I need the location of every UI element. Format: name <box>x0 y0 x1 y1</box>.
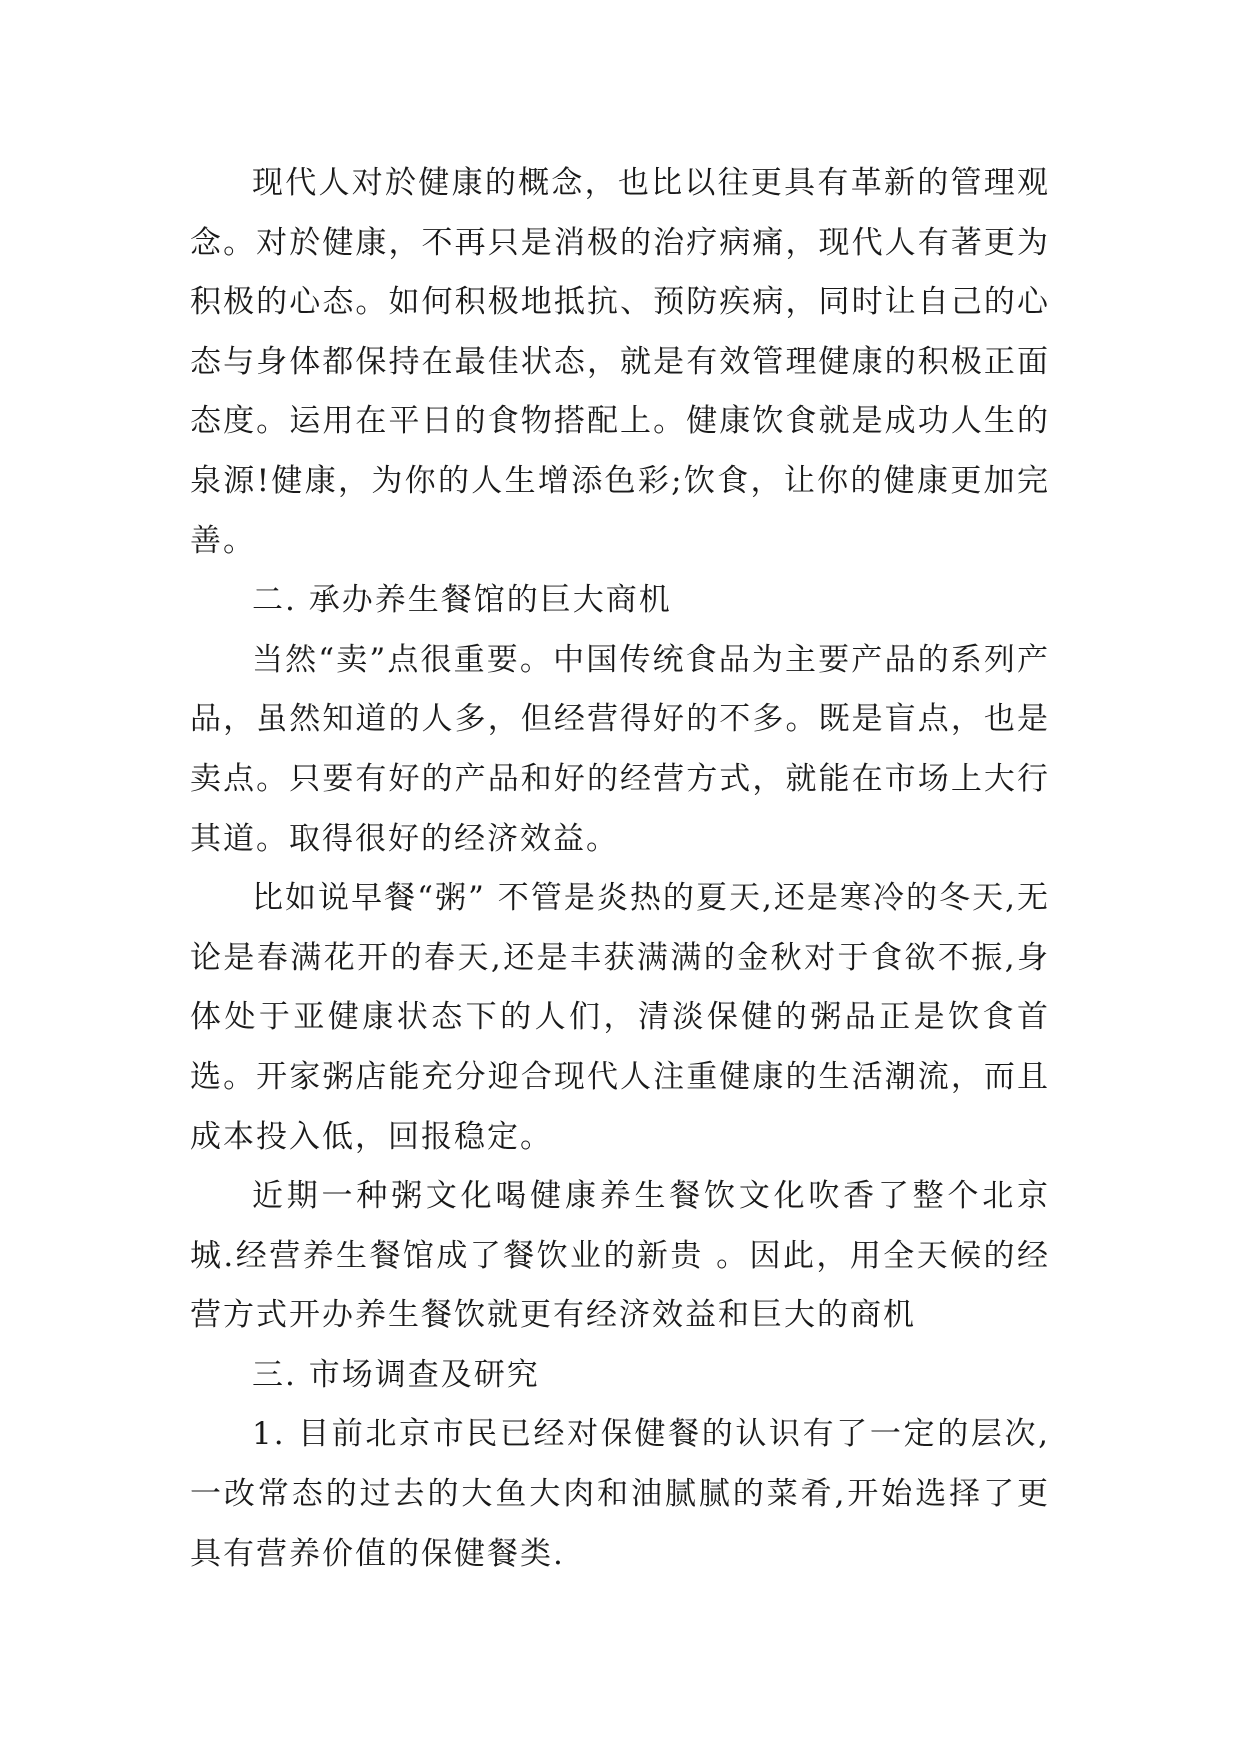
paragraph-selling-point: 当然“卖”点很重要。中国传统食品为主要产品的系列产品，虽然知道的人多，但经营得好的不多。既是盲点，也是卖点。只要有好的产品和好的经营方式，就能在市场上大行其道。取得很好的经济效益。 <box>190 641 1050 857</box>
paragraph-market-point-1: 1. 目前北京市民已经对保健餐的认识有了一定的层次,一改常态的过去的大鱼大肉和油腻腻的菜肴,开始选择了更具有营养价值的保健餐类. <box>190 1416 1050 1572</box>
section-heading-business-opportunity: 二. 承办养生餐馆的巨大商机 <box>252 582 672 619</box>
paragraph-health-concept: 现代人对於健康的概念，也比以往更具有革新的管理观念。对於健康，不再只是消极的治疗病痛，现代人有著更为积极的心态。如何积极地抵抗、预防疾病，同时让自己的心态与身体都保持在最佳状态，就是有效管理健康的积极正面态度。运用在平日的食物搭配上。健康饮食就是成功人生的泉源!健康，为你的人生增添色彩;饮食，让你的健康更加完善。 <box>190 165 1050 559</box>
section-heading-market-research: 三. 市场调查及研究 <box>252 1356 540 1393</box>
paragraph-porridge-culture: 近期一种粥文化喝健康养生餐饮文化吹香了整个北京城.经营养生餐馆成了餐饮业的新贵 。因此，用全天候的经营方式开办养生餐饮就更有经济效益和巨大的商机 <box>190 1178 1050 1334</box>
paragraph-breakfast-porridge: 比如说早餐“粥” 不管是炎热的夏天,还是寒冷的冬天,无论是春满花开的春天,还是丰获满满的金秋对于食欲不振,身体处于亚健康状态下的人们，清淡保健的粥品正是饮食首选。开家粥店能充分迎合现代人注重健康的生活潮流，而且成本投入低，回报稳定。 <box>190 880 1050 1155</box>
document-body <box>190 154 1050 1584</box>
